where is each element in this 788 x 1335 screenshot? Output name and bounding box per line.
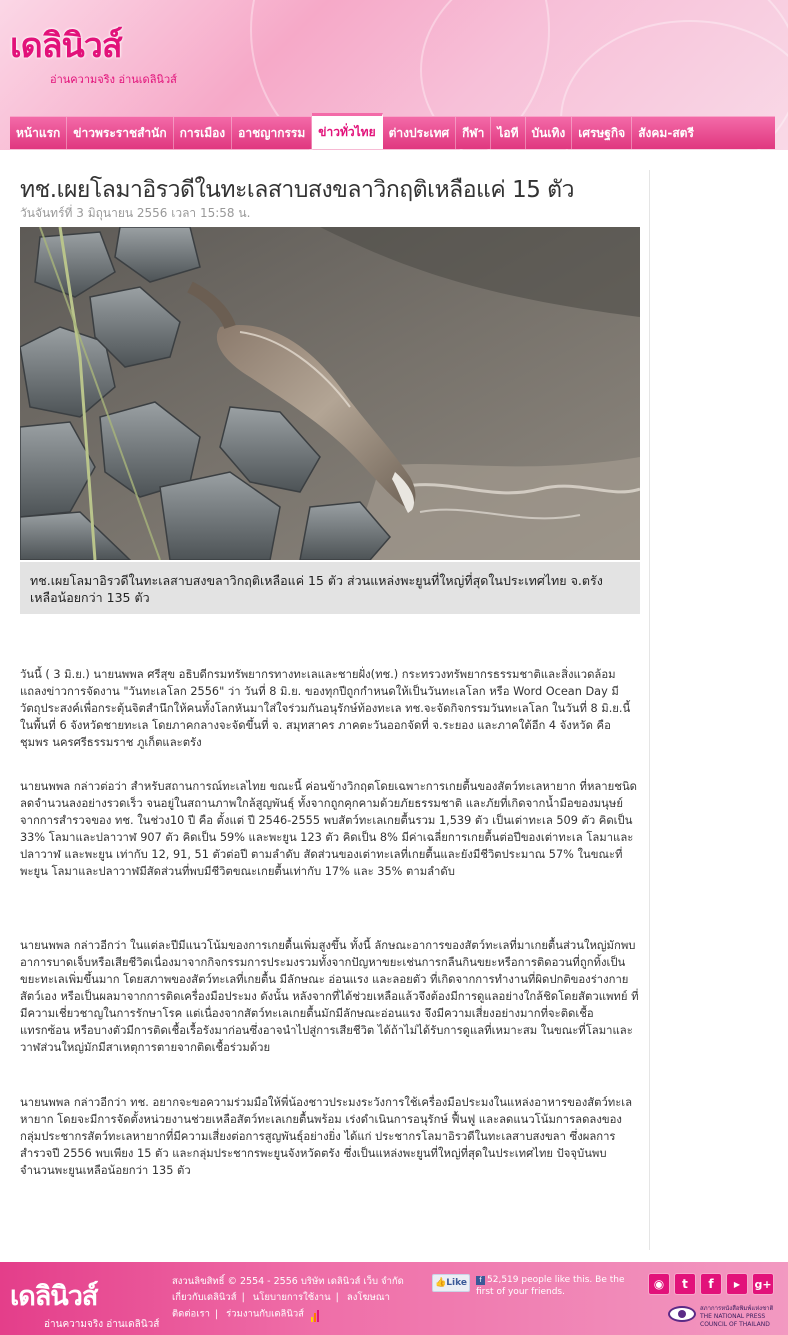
like-label: Like	[446, 1278, 467, 1288]
twitter-icon[interactable]: t	[674, 1273, 696, 1295]
rss-icon[interactable]: ◉	[648, 1273, 670, 1295]
nav-item-royal[interactable]: ข่าวพระราชสำนัก	[67, 117, 173, 149]
footer-tagline: อ่านความจริง อ่านเดลินิวส์	[44, 1319, 160, 1330]
footer-link-about[interactable]: เกี่ยวกับเดลินิวส์	[172, 1292, 237, 1303]
footer-link-careers[interactable]: ร่วมงานกับเดลินิวส์	[226, 1308, 304, 1320]
site-logo[interactable]	[10, 18, 177, 88]
press-council-logo[interactable]	[668, 1304, 780, 1328]
sidebar-divider	[649, 170, 650, 1250]
like-count-text	[476, 1274, 634, 1298]
social-links	[648, 1273, 774, 1295]
stats-icon[interactable]	[311, 1306, 320, 1322]
facebook-icon[interactable]: f	[700, 1273, 722, 1295]
nav-item-society[interactable]: สังคม-สตรี	[638, 125, 694, 140]
article-photo	[20, 227, 640, 560]
photo-caption: ทช.เผยโลมาอิรวดีในทะเลสาบสงขลาวิกฤติเหลือแค่ 15 ตัว ส่วนแหล่งพะยูนที่ใหญ่ที่สุดในประเทศไทย จ.ตรัง เหลือน้อยกว่า 135 ตัว	[20, 562, 640, 614]
footer-logo[interactable]	[10, 1274, 159, 1332]
nav-item-economy[interactable]: เศรษฐกิจ	[572, 117, 632, 149]
article-paragraph: นายนพพล กล่าวอีกว่า ทช. อยากจะขอความร่วมมือให้พี่น้องชาวประมงระวังการใช้เครื่องมือประมงในแหล่งอาหารของสัตว์ทะเลหายาก โดยจะมีการจัดตั้งหน่วยงานช่วยเหลือสัตว์ทะเลเกยตื้นพร้อม เร่งดำเนินการอนุรักษ์ ฟื้นฟู และลดแนวโน้มการลดลงของกลุ่มประชากรสัตว์ทะเลหายากที่มีความเสี่ยงต่อการสูญพันธุ์อย่างยิ่ง ได้แก่ ประชากรโลมาอิรวดีในทะเลสาบสงขลา ซึ่งผลการสำรวจปี 2556 พบเพียง 15 ตัว และกลุ่มประชากรพะยูนจังหวัดตรัง ซึ่งเป็นแหล่งพะยูนที่ใหญ่ที่สุดในประเทศไทย ปัจจุบันพบจำนวนพะยูนเหลือน้อยกว่า 135 ตัว	[20, 1096, 633, 1177]
footer-link-policy[interactable]: นโยบายการใช้งาน	[252, 1292, 331, 1303]
article-title: ทช.เผยโลมาอิรวดีในทะเลสาบสงขลาวิกฤติเหลือแค่ 15 ตัว	[20, 177, 574, 203]
nav-item-world[interactable]: ต่างประเทศ	[383, 117, 457, 149]
facebook-mini-icon: f	[476, 1276, 485, 1285]
facebook-like-button[interactable]	[432, 1274, 470, 1292]
nav-item-sports[interactable]: กีฬา	[456, 117, 491, 149]
footer-logo-text: เดลินิวส์	[10, 1281, 98, 1312]
press-council-eye-icon	[668, 1306, 696, 1322]
youtube-icon[interactable]: ▶	[726, 1273, 748, 1295]
nav-item-politics[interactable]: การเมือง	[174, 117, 233, 149]
nav-item-crime[interactable]: อาชญากรรม	[232, 117, 312, 149]
footer-copyright-block: สงวนลิขสิทธิ์ © 2554 - 2556 บริษัท เดลินิวส์ เว็บ จำกัด เกี่ยวกับเดลินิวส์ | นโยบายการใช้งาน | ลงโฆษณา ติดต่อเรา | ร่วมงานกับเดลินิวส์	[172, 1274, 422, 1323]
press-council-text: สภาการหนังสือพิมพ์แห่งชาติ THE NATIONAL PRESS COUNCIL OF THAILAND	[700, 1305, 774, 1328]
nav-item-home[interactable]: หน้าแรก	[10, 117, 67, 149]
article-date: วันจันทร์ที่ 3 มิถุนายน 2556 เวลา 15:58 น.	[20, 206, 251, 220]
main-nav	[10, 116, 775, 149]
googleplus-icon[interactable]: g+	[752, 1273, 774, 1295]
article-paragraph: วันนี้ ( 3 มิ.ย.) นายนพพล ศรีสุข อธิบดีกรมทรัพยากรทางทะเลและชายฝั่ง(ทช.) กระทรวงทรัพยากรธรรมชาติและสิ่งแวดล้อม แถลงข่าวการจัดงาน "วันทะเลโลก 2556" ว่า วันที่ 8 มิ.ย. ของทุกปีถูกกำหนดให้เป็นวันทะเลโลก หรือ Word Ocean Day มีวัตถุประสงค์เพื่อกระตุ้นจิตสำนึกให้คนทั้งโลกหันมาใส่ใจร่วมกันอนุรักษ์ท้องทะเล ทช.จะจัดกิจกรรมวันทะเลโลก ในวันที่ 8 มิ.ย.นี้ ในพื้นที่ 6 จังหวัดชายทะเล โดยภาคกลางจะจัดขึ้นที่ จ. สมุทสาคร ภาคตะวันออกจัดที่ จ.ระยอง และภาคใต้อีก 4 จังหวัด คือ ชุมพร นครศรีธรรมราช ภูเก็ตและตรัง	[20, 668, 631, 749]
article-paragraph: นายนพพล กล่าวอีกว่า ในแต่ละปีมีแนวโน้มของการเกยตื้นเพิ่มสูงขึ้น ทั้งนี้ ลักษณะอาการของสัตว์ทะเลที่มาเกยตื้นส่วนใหญ่มักพบอาการบาดเจ็บหรือเสียชีวิตเนื่องมาจากกิจกรรมการประมงรวมทั้งจากปัญหาขยะเช่นการกลืนกินขยะหรือการติดอวนที่ถูกทิ้งเป็นขยะทะเลเพิ่มขึ้นมาก โดยสภาพของสัตว์ทะเลที่เกยตื้น มีลักษณะ อ่อนแรง และลอยตัว ที่เกิดจากการทำงานที่ผิดปกติของร่างกายสัตว์เอง หรือเป็นผลมาจากการติดเครื่องมือประมง ดังนั้น หลังจากที่ได้ช่วยเหลือแล้วจึงต้องมีการดูแลอย่างใกล้ชิดโดยสัตวแพทย์ ที่มีความเชี่ยวชาญในการรักษาโรค แต่เนื่องจากสัตว์ทะเลเกยตื้นมักมีลักษณะอ่อนแรง จึงมีความเสี่ยงอย่างมากที่จะติดเชื้อแทรกซ้อน หรือบางตัวมีการติดเชื้อเรื้อรังมาก่อนซึ่งอาจนำไปสู่การเสียชีวิต ได้ถ้าไม่ได้รับการดูแลที่เหมาะสม ในขณะที่โลมาและวาฬส่วนใหญ่มักมีสาเหตุการตายจากติดเชื้อร่วมด้วย	[20, 939, 639, 1054]
thumbs-up-icon: 👍	[435, 1278, 447, 1288]
footer-link-contact[interactable]: ติดต่อเรา	[172, 1308, 210, 1320]
logo-tagline: อ่านความจริง อ่านเดลินิวส์	[50, 73, 177, 86]
footer-link-advertise[interactable]: ลงโฆษณา	[346, 1292, 390, 1303]
dolphin-photo	[20, 227, 640, 560]
article-paragraph: นายนพพล กล่าวต่อว่า สำหรับสถานการณ์ทะเลไทย ขณะนี้ ค่อนข้างวิกฤตโดยเฉพาะการเกยตื้นของสัตว์ทะเลหายาก ที่หลายชนิดลดจำนวนลงอย่างรวดเร็ว จนอยู่ในสถานภาพใกล้สูญพันธุ์ ทั้งจากถูกคุกคามด้วยภัยธรรมชาติ และภัยที่เกิดจากน้ำมือของมนุษย์ จากการสำรวจของ ทช. ในช่วง10 ปี คือ ตั้งแต่ ปี 2546-2555 พบสัตว์ทะเลเกยตื้นรวม 1,539 ตัว เป็นเต่าทะเล 509 ตัว คิดเป็น 33% โลมาและปลาวาฬ 907 ตัว คิดเป็น 59% และพะยูน 123 ตัว คิดเป็น 8% มีค่าเฉลี่ยการเกยตื้นต่อปีของเต่าทะเล โลมาและปลาวาฬ และพะยูน เท่ากับ 12, 91, 51 ตัวต่อปี ตามลำดับ สัดส่วนของเต่าทะเลที่เกยตื้นและยังมีชีวิตประมาณ 57% ในขณะที่พะยูน โลมาและปลาวาฬมีสัดส่วนที่พบมีชีวิตขณะเกยตื้นเท่ากับ 17% และ 35% ตามลำดับ	[20, 780, 637, 878]
copyright-text: สงวนลิขสิทธิ์ © 2554 - 2556 บริษัท เดลินิวส์ เว็บ จำกัด	[172, 1276, 404, 1287]
nav-item-it[interactable]: ไอที	[491, 117, 525, 149]
nav-item-local-news[interactable]: ข่าวทั่วไทย	[312, 113, 382, 149]
nav-item-entertainment[interactable]: บันเทิง	[526, 117, 573, 149]
logo-text: เดลินิวส์	[10, 26, 122, 66]
like-count-label: 52,519 people like this. Be the first of your friends.	[476, 1275, 625, 1297]
